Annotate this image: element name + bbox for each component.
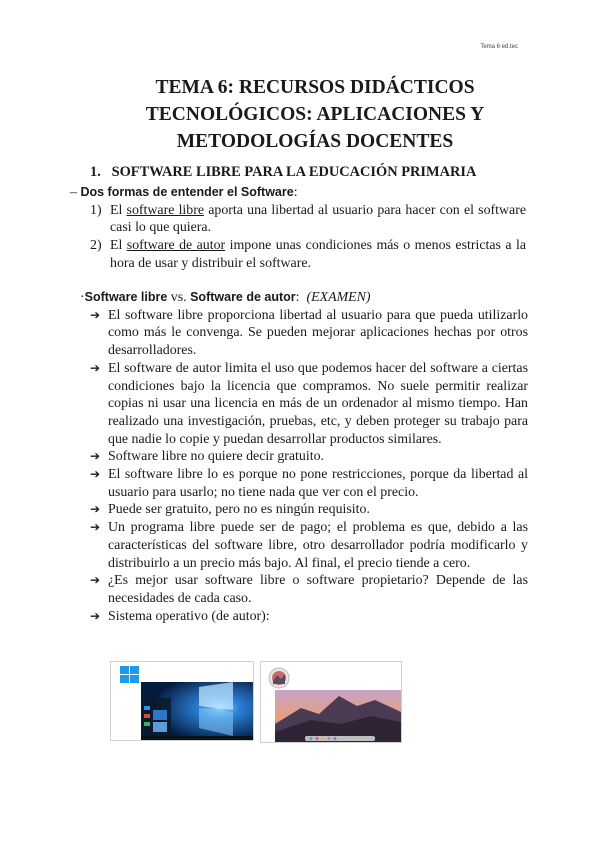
bullet-text: Puede ser gratuito, pero no es ningún requisito.	[108, 502, 370, 518]
two-ways-lead	[70, 184, 530, 202]
exam-note: (EXAMEN)	[306, 290, 371, 305]
macos-logo-icon	[269, 668, 289, 688]
bullet-text: ¿Es mejor usar software libre o software propietario? Depende de las necesidades de cada caso.	[108, 573, 528, 606]
comparison-lead	[80, 289, 528, 307]
page-header-tag: Tema 6 ed.tec	[480, 44, 518, 50]
section-heading	[90, 164, 476, 181]
bullet-list	[90, 307, 528, 626]
section-title: SOFTWARE LIBRE PARA LA EDUCACIÓN PRIMARIA	[111, 164, 477, 180]
arrow-bullet-icon: ➔	[90, 520, 101, 535]
lead-vs: vs.	[167, 290, 191, 305]
bullet-text: El software libre proporciona libertad al usuario para que pueda utilizarlo como más le convenga. Se pueden mejorar aplicaciones hechas por otros desarrolladores.	[108, 307, 528, 359]
lead-text: Dos formas de entender el Software	[80, 185, 294, 199]
arrow-bullet-icon: ➔	[90, 307, 101, 322]
lead-colon: :	[295, 290, 300, 305]
list-item	[90, 466, 528, 501]
macos-screenshot	[260, 661, 402, 743]
bullet-text: Un programa libre puede ser de pago; el problema es que, debido a las características del software libre, otro desarrollador podría modificarlo y distribuirlo a un precio más bajo. Al final, el precio tiende a cero.	[108, 520, 528, 571]
list-item	[90, 307, 528, 360]
item-term: software libre	[126, 202, 205, 218]
arrow-bullet-icon: ➔	[90, 573, 101, 588]
lead-colon: :	[293, 185, 298, 200]
title-line: TECNOLÓGICOS: APLICACIONES Y	[145, 104, 485, 125]
item-post: impone unas condiciones más o menos estrictas a la hora de usar y distribuir el software.	[110, 238, 527, 271]
list-item	[90, 237, 526, 272]
section-number: 1.	[90, 164, 101, 180]
bullet-text: Sistema operativo (de autor):	[108, 608, 270, 624]
windows-desktop-image	[111, 662, 253, 740]
list-item	[90, 501, 528, 519]
page-title	[100, 74, 530, 155]
lead-dash: –	[70, 185, 77, 200]
item-pre: El	[110, 202, 127, 218]
item-post: aporta una libertad al usuario para hacer con el software casi lo que quiera.	[110, 202, 526, 236]
arrow-bullet-icon: ➔	[90, 608, 101, 623]
list-item	[90, 519, 528, 572]
arrow-bullet-icon: ➔	[90, 502, 101, 517]
list-item	[90, 360, 528, 449]
title-line: METODOLOGÍAS DOCENTES	[176, 131, 454, 152]
item-number: 1)	[90, 202, 102, 218]
comparison-block	[80, 289, 528, 625]
bullet-text: El software de autor limita el uso que podemos hacer del software a ciertas condiciones bajo la licencia que compramos. No suele permitir realizar copias ni usar una licencia en más de un ordenador al mismo tiempo. Han realizado una investigación, pruebas, etc, y deben proteger su trabajo para que nadie lo copie y puedan desarrollar productos similares.	[108, 360, 528, 447]
lead-software-libre: Software libre	[84, 290, 168, 304]
windows-screenshot	[110, 661, 254, 741]
macos-desktop-image	[261, 662, 401, 742]
two-ways-block	[70, 184, 530, 273]
item-term: software de autor	[126, 238, 226, 254]
arrow-bullet-icon: ➔	[90, 449, 101, 464]
title-line: TEMA 6: RECURSOS DIDÁCTICOS	[155, 77, 475, 98]
item-pre: El	[110, 238, 127, 254]
list-item	[90, 608, 528, 626]
arrow-bullet-icon: ➔	[90, 360, 101, 375]
bullet-text: Software libre no quiere decir gratuito.	[108, 449, 324, 465]
arrow-bullet-icon: ➔	[90, 467, 101, 482]
list-item	[90, 572, 528, 607]
item-number: 2)	[90, 238, 102, 254]
list-item	[90, 448, 528, 466]
lead-software-autor: Software de autor	[190, 290, 296, 304]
numbered-list	[90, 202, 526, 273]
lead-dot: ·	[80, 290, 85, 305]
list-item	[90, 202, 526, 237]
bullet-text: El software libre lo es porque no pone restricciones, porque da libertad al usuario para usarlo; no tiene nada que ver con el precio.	[108, 467, 528, 500]
